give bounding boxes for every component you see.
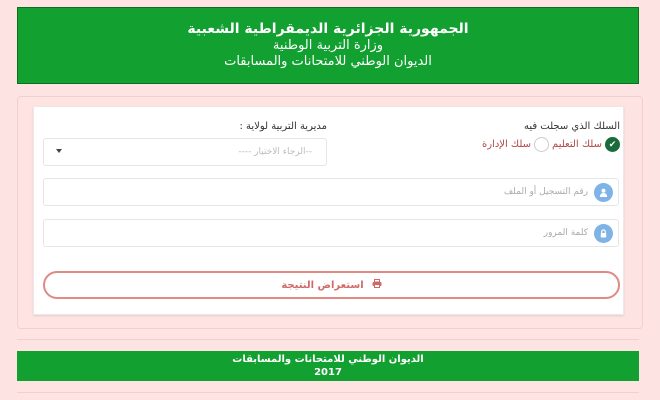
view-result-label: استعراض النتيجة	[281, 279, 364, 291]
registration-number-input[interactable]	[43, 178, 619, 206]
check-icon: ✔	[608, 139, 617, 150]
directorate-label: مديرية التربية لولاية :	[239, 121, 327, 132]
registration-number-placeholder: رقم التسجيل أو الملف	[503, 187, 588, 197]
footer-banner	[17, 351, 639, 381]
directorate-select[interactable]	[43, 138, 327, 166]
header-banner	[17, 7, 639, 84]
divider-bottom	[17, 392, 639, 393]
header-ministry: وزارة التربية الوطنية	[272, 38, 384, 53]
user-icon	[594, 183, 613, 202]
print-icon	[372, 279, 382, 291]
password-placeholder: كلمة المرور	[543, 228, 588, 238]
view-result-button[interactable]	[43, 271, 620, 299]
footer-office: الديوان الوطني للامتحانات والمسابقات	[232, 354, 424, 365]
radio-teaching-checked[interactable]	[605, 137, 620, 152]
radio-administration[interactable]	[534, 137, 549, 152]
password-input[interactable]	[43, 219, 619, 247]
corps-radio-group	[479, 137, 620, 152]
radio-teaching-label[interactable]: سلك التعليم	[552, 139, 602, 150]
divider-top	[17, 339, 639, 340]
lock-icon	[594, 224, 613, 243]
radio-administration-label[interactable]: سلك الإدارة	[481, 139, 532, 150]
directorate-select-placeholder: --الرجاء الاختيار ----	[238, 147, 312, 157]
header-office: الديوان الوطني للامتحانات والمسابقات	[224, 54, 432, 69]
footer-year: 2017	[314, 367, 342, 378]
corps-label: السلك الذي سجلت فيه	[523, 121, 620, 132]
chevron-down-icon	[56, 149, 62, 153]
header-republic: الجمهورية الجزائرية الديمقراطية الشعبية	[187, 21, 469, 37]
